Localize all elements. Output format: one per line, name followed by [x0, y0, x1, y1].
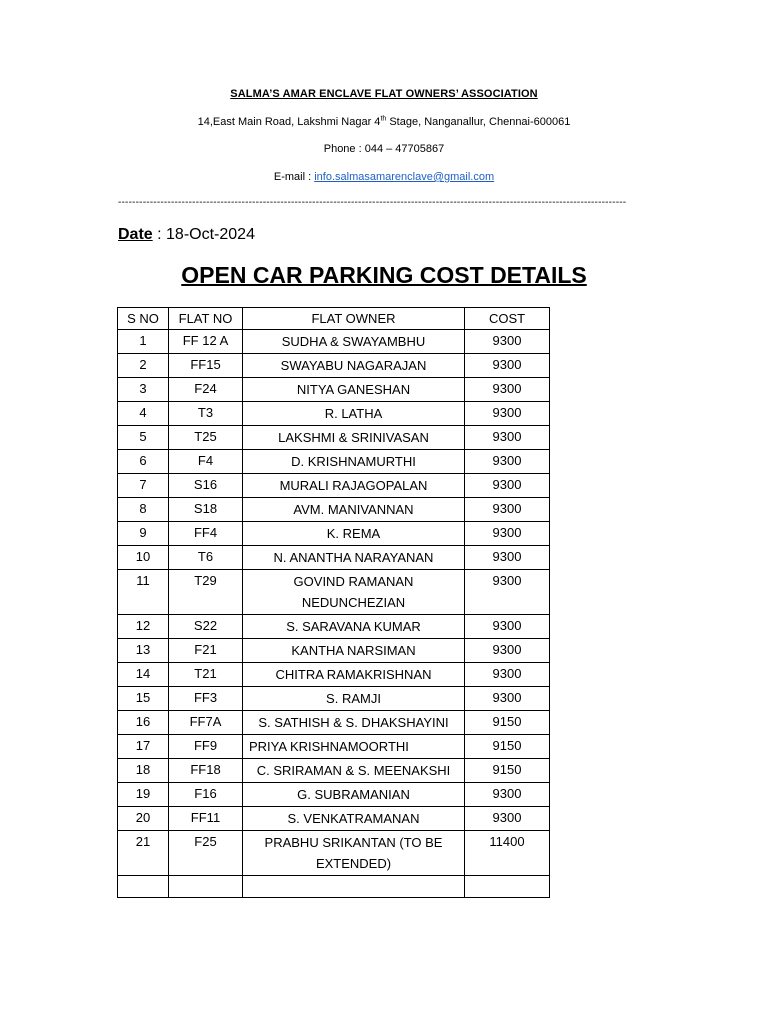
- table-row: [118, 378, 550, 402]
- address-superscript: th: [380, 115, 387, 123]
- cell-sno: 5: [118, 426, 169, 450]
- cell-flat-owner: N. ANANTHA NARAYANAN: [243, 546, 465, 570]
- cell-cost: 9300: [465, 498, 550, 522]
- cell-cost: 9150: [465, 735, 550, 759]
- cell-sno-empty: [118, 876, 169, 898]
- cell-sno: 2: [118, 354, 169, 378]
- cell-cost: 9300: [465, 354, 550, 378]
- cell-flat-owner: PRIYA KRISHNAMOORTHI: [243, 735, 465, 759]
- column-header-cost: COST: [465, 308, 550, 330]
- cell-cost: 9150: [465, 759, 550, 783]
- cell-cost: 11400: [465, 831, 550, 876]
- cell-flat-owner: NITYA GANESHAN: [243, 378, 465, 402]
- cell-cost: 9300: [465, 330, 550, 354]
- table-row: [118, 426, 550, 450]
- table-row: [118, 615, 550, 639]
- cell-sno: 1: [118, 330, 169, 354]
- cell-sno: 16: [118, 711, 169, 735]
- cell-flat-no: F25: [169, 831, 243, 876]
- cell-cost: 9150: [465, 711, 550, 735]
- cell-sno: 6: [118, 450, 169, 474]
- cell-cost: 9300: [465, 639, 550, 663]
- table-row-empty: [118, 876, 550, 898]
- table-row: [118, 735, 550, 759]
- cell-cost: 9300: [465, 426, 550, 450]
- cell-sno: 14: [118, 663, 169, 687]
- cell-flat-no: FF7A: [169, 711, 243, 735]
- cell-sno: 20: [118, 807, 169, 831]
- cell-sno: 9: [118, 522, 169, 546]
- cell-flat-no: FF9: [169, 735, 243, 759]
- cell-cost: 9300: [465, 807, 550, 831]
- parking-cost-table: [117, 307, 550, 898]
- table-header-row: [118, 308, 550, 330]
- cell-sno: 4: [118, 402, 169, 426]
- cell-sno: 18: [118, 759, 169, 783]
- cell-sno: 19: [118, 783, 169, 807]
- table-row: [118, 711, 550, 735]
- cell-flat-owner: D. KRISHNAMURTHI: [243, 450, 465, 474]
- cell-sno: 7: [118, 474, 169, 498]
- table-row: [118, 522, 550, 546]
- table-row: [118, 546, 550, 570]
- table-row: [118, 450, 550, 474]
- cell-cost: 9300: [465, 687, 550, 711]
- cell-cost: 9300: [465, 522, 550, 546]
- cell-flat-no: FF4: [169, 522, 243, 546]
- cell-sno: 3: [118, 378, 169, 402]
- cell-sno: 8: [118, 498, 169, 522]
- cell-flat-no: F4: [169, 450, 243, 474]
- table-row: [118, 402, 550, 426]
- date-value: 18-Oct-2024: [166, 226, 255, 243]
- cell-sno: 21: [118, 831, 169, 876]
- cell-flat-owner: GOVIND RAMANAN NEDUNCHEZIAN: [243, 570, 465, 615]
- cell-flat-owner: LAKSHMI & SRINIVASAN: [243, 426, 465, 450]
- cell-cost: 9300: [465, 402, 550, 426]
- cell-flat-no: F24: [169, 378, 243, 402]
- cell-flat-owner: MURALI RAJAGOPALAN: [243, 474, 465, 498]
- cell-cost-empty: [465, 876, 550, 898]
- date-row: [118, 226, 255, 244]
- cell-sno: 15: [118, 687, 169, 711]
- cell-flat-no-empty: [169, 876, 243, 898]
- cell-flat-no: F21: [169, 639, 243, 663]
- cell-cost: 9300: [465, 663, 550, 687]
- email-link[interactable]: info.salmasamarenclave@gmail.com: [314, 171, 495, 183]
- cell-cost: 9300: [465, 546, 550, 570]
- cell-flat-no: S16: [169, 474, 243, 498]
- cell-flat-no: S22: [169, 615, 243, 639]
- cell-cost: 9300: [465, 783, 550, 807]
- cell-flat-no: F16: [169, 783, 243, 807]
- cell-cost: 9300: [465, 474, 550, 498]
- cell-flat-owner: S. SARAVANA KUMAR: [243, 615, 465, 639]
- cell-flat-owner: R. LATHA: [243, 402, 465, 426]
- cell-flat-owner: S. RAMJI: [243, 687, 465, 711]
- cell-flat-owner: SWAYABU NAGARAJAN: [243, 354, 465, 378]
- address-suffix: Stage, Nanganallur, Chennai-600061: [386, 116, 571, 128]
- email-label: E-mail :: [273, 171, 315, 183]
- column-header-flat-owner: FLAT OWNER: [243, 308, 465, 330]
- table-row: [118, 639, 550, 663]
- table-row: [118, 807, 550, 831]
- cell-flat-owner-empty: [243, 876, 465, 898]
- association-name: SALMA’S AMAR ENCLAVE FLAT OWNERS’ ASSOCIATION: [230, 88, 538, 100]
- cell-flat-no: FF11: [169, 807, 243, 831]
- cell-flat-owner: K. REMA: [243, 522, 465, 546]
- cell-flat-no: T3: [169, 402, 243, 426]
- table-row: [118, 474, 550, 498]
- cell-flat-no: FF18: [169, 759, 243, 783]
- table-row: [118, 783, 550, 807]
- cell-sno: 12: [118, 615, 169, 639]
- email-line: [0, 171, 768, 183]
- cell-flat-owner: G. SUBRAMANIAN: [243, 783, 465, 807]
- cell-flat-no: FF 12 A: [169, 330, 243, 354]
- cell-flat-no: T21: [169, 663, 243, 687]
- table-row: [118, 330, 550, 354]
- association-address: [0, 116, 768, 128]
- phone-number: Phone : 044 – 47705867: [323, 143, 445, 155]
- cell-flat-owner: PRABHU SRIKANTAN (TO BE EXTENDED): [243, 831, 465, 876]
- cell-flat-no: T29: [169, 570, 243, 615]
- cell-flat-owner: AVM. MANIVANNAN: [243, 498, 465, 522]
- table-row: [118, 663, 550, 687]
- cell-cost: 9300: [465, 615, 550, 639]
- cell-cost: 9300: [465, 570, 550, 615]
- cell-flat-no: FF15: [169, 354, 243, 378]
- table-row: [118, 759, 550, 783]
- cell-flat-owner: KANTHA NARSIMAN: [243, 639, 465, 663]
- column-header-sno: S NO: [118, 308, 169, 330]
- table-row: [118, 498, 550, 522]
- cell-flat-no: FF3: [169, 687, 243, 711]
- address-prefix: 14,East Main Road, Lakshmi Nagar 4: [197, 116, 381, 128]
- table-row: [118, 687, 550, 711]
- date-label: Date: [118, 226, 153, 243]
- cell-flat-owner: S. VENKATRAMANAN: [243, 807, 465, 831]
- cell-flat-owner: S. SATHISH & S. DHAKSHAYINI: [243, 711, 465, 735]
- cell-flat-owner: C. SRIRAMAN & S. MEENAKSHI: [243, 759, 465, 783]
- cell-cost: 9300: [465, 378, 550, 402]
- cell-cost: 9300: [465, 450, 550, 474]
- cell-flat-no: T25: [169, 426, 243, 450]
- cell-flat-owner: SUDHA & SWAYAMBHU: [243, 330, 465, 354]
- separator-line: ------------------------------------------------------------------------------------------------------------------------------------------------: [118, 198, 627, 208]
- cell-sno: 17: [118, 735, 169, 759]
- table-row: [118, 570, 550, 615]
- date-separator: :: [152, 226, 167, 243]
- table-row: [118, 354, 550, 378]
- cell-sno: 11: [118, 570, 169, 615]
- document-title: OPEN CAR PARKING COST DETAILS: [181, 262, 587, 288]
- cell-sno: 13: [118, 639, 169, 663]
- table-row: [118, 831, 550, 876]
- cell-flat-no: S18: [169, 498, 243, 522]
- cell-sno: 10: [118, 546, 169, 570]
- column-header-flat-no: FLAT NO: [169, 308, 243, 330]
- cell-flat-no: T6: [169, 546, 243, 570]
- cell-flat-owner: CHITRA RAMAKRISHNAN: [243, 663, 465, 687]
